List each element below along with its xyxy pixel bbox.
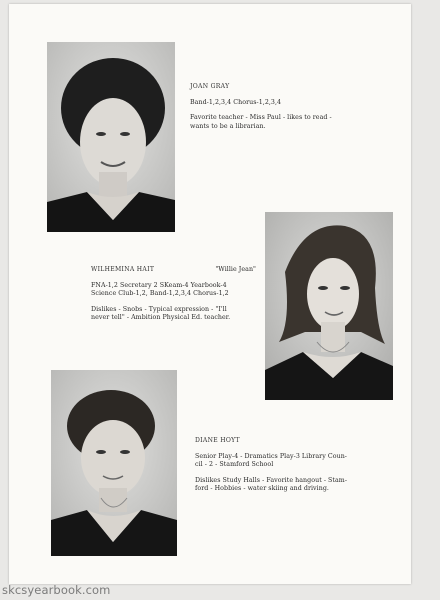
bio-line: ford - Hobbies - water skiing and driving. [195, 485, 329, 493]
activities-line: Band-1,2,3,4 Chorus-1,2,3,4 [190, 98, 282, 106]
student-nickname: "Willie Jean" [215, 266, 256, 273]
student-name: JOAN GRAY [190, 83, 230, 90]
bio-line: Dislikes Study Halls - Favorite hangout - Stam- [195, 476, 347, 484]
bio-line: Favorite teacher - Miss Paul - likes to read - [190, 114, 332, 122]
portrait-joan-gray [47, 42, 175, 232]
activities-line: FNA-1,2 Secretary 2 SKeam-4 Yearbook-4 [91, 281, 227, 289]
activities-line: cil - 2 - Stamford School [195, 461, 274, 469]
bio-line: wants to be a librarian. [190, 122, 266, 130]
bio-line: Dislikes - Snobs - Typical expression - "I'll [91, 305, 227, 313]
student-name: DIANE HOYT [195, 437, 240, 444]
portrait-diane-hoyt [51, 370, 177, 556]
student-info-wilhemina [91, 266, 256, 323]
site-watermark: skcsyearbook.com [2, 583, 111, 597]
bio-line: never tell" - Ambition Physical Ed. teacher. [91, 314, 231, 322]
yearbook-page [9, 4, 411, 584]
student-info-joan [190, 83, 390, 131]
student-info-diane [195, 437, 395, 494]
activities-line: Senior Play-4 - Dramatics Play-3 Library Coun- [195, 452, 347, 460]
student-name: WILHEMINA HAIT [91, 266, 155, 273]
portrait-wilhemina-hait [265, 212, 393, 400]
activities-line: Science Club-1,2, Band-1,2,3,4 Chorus-1,2 [91, 290, 229, 298]
